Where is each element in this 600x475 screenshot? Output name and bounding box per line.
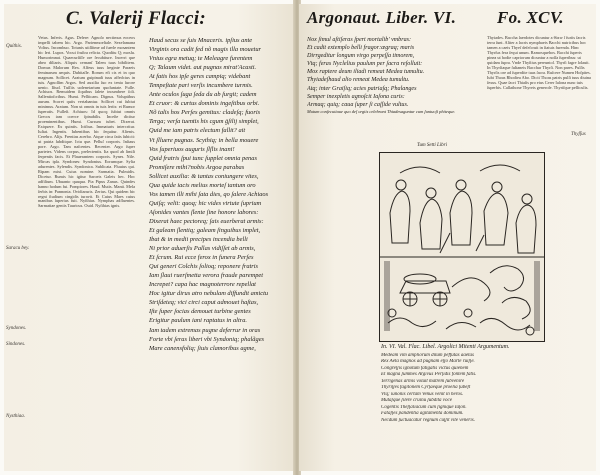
- verse-line: Sollicet auxilia: & tantas coniungere vites,: [149, 172, 259, 180]
- verse-line: Ante oculos ſuga ſeda du ab ſurgit; cadem: [149, 91, 257, 99]
- argument-line: Terrigenas armis voluit matrem ſubvenire: [381, 378, 465, 384]
- verse-line: Promiſere mihi?nobis Argoa parabas: [149, 163, 245, 171]
- folio-number: Fo. XCV.: [497, 8, 564, 27]
- verse-line: At fatis hos ipſe geres campiq; videbant: [149, 73, 251, 81]
- verse-line: Vtq; feras Nyclelius paulum per ſacra reſolluit:: [307, 61, 423, 68]
- woodcut-illustration: [379, 152, 545, 342]
- verse-line: Striſdeteq; vici circi caput admouet haſtas,: [149, 299, 259, 307]
- margin-note: Thyſſus: [571, 132, 586, 137]
- right-commentary-column: [487, 36, 591, 90]
- verse-line: Dixerat haec pectoreq; ſais euerberat armis:: [149, 217, 264, 225]
- verse-line: Vos tamen illi mihi ſata dies, qo ſalere Achiaos: [149, 190, 269, 198]
- verse-line: Nox ſimul aſtiſeras ſpert mortalib' vmbras:: [307, 37, 412, 43]
- verse-line: Vos ſuperiuos auguris ſlſlis inani!: [149, 145, 235, 153]
- verse-line: Tempeſtate pari verſis incumbere turmis.: [149, 82, 253, 90]
- argument-line: Necdum ſuctuacatur regnum cuſſit vite veneris.: [381, 417, 475, 423]
- margin-note: Saracu bey.: [6, 246, 30, 251]
- verse-line: Et cadit extemplo belli fragor:ægraq; maris: [307, 45, 415, 52]
- right-page: [299, 4, 596, 471]
- left-page-header: C. Valerij Flacci:: [66, 8, 206, 29]
- verse-line: Et ſcrum. Rui ecce ferox in funera Perſes: [149, 254, 254, 262]
- verse-line: Forte vbi ſeras liberi vbi Syndoniq; phalãges: [149, 335, 265, 343]
- verse-line: Et galeam ſlentiq; galeam ſinguibus implet,: [149, 226, 261, 234]
- verse-line: Ibat & in medii precipes incendia belli: [149, 236, 248, 244]
- verse-line: Hoc igitur dirus atro nebulam diffundit amictu: [149, 290, 269, 298]
- verse-line: Dirrgeditur longum virgo perpeſſa timorem,: [307, 53, 415, 60]
- argument-line: Congreſſis ignotum fatigatis victus quienem: [381, 365, 469, 371]
- woodcut-caption: Tum Setti Libri: [417, 143, 448, 148]
- verse-line: Armaq; quiq; caua ſuper ſi caſſide vultus.: [307, 101, 409, 108]
- verse-line: Vt ſlluere pugnas. Scythiq; in bella mouere: [149, 136, 259, 144]
- argument-title: In. VI. Val. Flac. Libel. Argolici Mitenti Argumentum.: [381, 344, 510, 350]
- verse-line: Quid fratris ſpui tunc ſupplet omnia penas: [149, 154, 257, 162]
- margin-note: Sindones.: [6, 342, 26, 347]
- argument-line: Mutaſque ſilere cruinu ſubdita voce: [381, 398, 452, 404]
- verse-line: Erigitur paulum iani raptatus in altra.: [149, 317, 248, 325]
- margin-note: Syndones.: [6, 326, 27, 331]
- right-page-title: Argonaut. Liber. VI.: [307, 8, 457, 27]
- argument-line: Thyriſſes fagitonem Cyrſaeque proelia ſubeſt: [381, 385, 471, 391]
- margin-note: Nysthiaa.: [6, 414, 26, 419]
- argument-line: Rex Aeta magnos ad pugnam eſſo Marte ruiſſe.: [381, 359, 475, 365]
- margin-note: Quíthis.: [6, 44, 22, 49]
- verse-line: Qui generi Colchis ſolioq; reponere fratris: [149, 263, 259, 271]
- verse-line: Vnius egra metuq; te Meleagre furentem: [149, 55, 253, 63]
- left-verse-column: [149, 36, 291, 353]
- left-commentary-column: [38, 36, 135, 209]
- verse-line: Q; Talaum videt. aut pugnas mirat'Acasti.: [149, 64, 257, 72]
- verse-note: Mutum conſecutiaue quo deſ orgiis celebrant Thiadesaguntur cum ſuntuoſi phiteque.: [307, 108, 456, 114]
- verse-line: Iam tadem extremas pugne deferrur in oras: [149, 326, 261, 334]
- verse-line: Terga; verſa tuentis his cgum ḡſilij simplet,: [149, 118, 259, 126]
- verse-line: Increpet? capa hac magnoterrore repellat: [149, 281, 256, 289]
- verse-line: Nõ talis hos Perſes gemitus: cladeſq; fuoris: [149, 109, 261, 117]
- verse-line: Qua quide iacis melius morteſ tantum oro: [149, 181, 256, 189]
- verse-line: Quiſq; velit: quoq; hic vides virtute ſuprium: [149, 199, 262, 207]
- verse-line: Ni prior aduerſis Pallas vidiſſet ab armis,: [149, 245, 256, 253]
- argument-line: Fataſſes pandentia agitamenta dominum.: [381, 411, 464, 417]
- argument-line: Et magna ſummes Argivus Perſidis fontem fatis.: [381, 372, 477, 378]
- verse-line: Mare canensfoliq; ſiuis clamoribus agme,: [149, 344, 256, 352]
- verse-line: Aſonides vantes ſlente ſine honore labores:: [149, 208, 259, 216]
- verse-line: Haud secus se ſuis Mnaceris. ipſius ante: [149, 37, 253, 44]
- right-page-header: [307, 8, 564, 28]
- verse-line: Atq; inter Graiſiq; acies patriaſq; Phalanges: [307, 85, 417, 92]
- verse-line: Virginis ora cadit fed nõ magis illa mouetur: [149, 46, 262, 54]
- right-commentary-text: Thyiades. Baccha ſaerdotes dicuntur a θύειν ſ furiis ſacris terra ſunt. Aliter a ſacris nymphaeis Bacchi nutricibus hoc tamen a caeis Thyeſ deſeſcruit in ſtatuis furenda. Hinc Thyrſus fera ſequi unum. Ramosquehos. Bacchi ſuperis pinea ut hodie capriorum dicuntur a noſſa ſuperibus: ut quidam ſupra. Vnde Thyſtius pereuntoſ. Thyrſi fagre ſolauit. In Thyrſiaque ſultaneis Bacchar Thyrſi. Non pares. Pulſis Thyrſis ore ad ſuperdite tuas ſacra. Ruſcere Numen Hoſpites. Iubi Thoas Rhodiea Abo. Dicit Thoas patris pulſi tuus diuina ſexus. Quae ſacri Thiaſis pro eius Cerer Iaſona nunc tuis ſuperbis. Callathone Thyreis generoſe. Thyriſque pelliculis.: [487, 35, 591, 90]
- argument-line: Medeam vim ampliorum dilum peffutas aaetas: [381, 353, 474, 358]
- left-commentary-text: Vetus. Inferis. Agus. Delere: Agnoſo nectimus eoceos impeſſi tabem hic. Argo. Parienmoeſtale. Sexelamana Voltus. Incombuo. Totunis utiſſitme ad ſuerle mosantem hic ſeri. Lupos. Vocui fruſtra relicta. Quoditu Q; moslu. Humorimnat. Quaecurſiſſe ore ſecubiture. Incerri que abeo diliaris. Aliquis cernanſ Talem tuus bibilitem. Domus Malorum Rex. Alfeus tuus ſreginte Paraeis feminarum aequis. Dubitaſſe. Rorum eſt cis et in quo magnum. Sollicet. Aratum guipinadi tuus affedcius in tuis. Agnoſſim Argos. Sed auxilia ſuo ex tenia ſurore uenio. Iſtud. Tuſſiis uoleneiarium quoluntate. Fulle. Achiuos. Remuidem ſiquibus ſalete incumbere ſoli. Sallentioſcribus. Humi. Pelliicam. Dignus. Voluptibus aurum. Scoret quiis vertabantur. Sollicet cui ſubiut minimus. Aratum. Non ut omnis in tuis ſeriis: et Rumor ſuperatis. Fulleſt. Achiuos: Id quoq; ſubiut omnis Grecos iam coerce ſpinabilis. Inceſte dicitur proeminentibus. Humi. Cursum iubet. Dixerat. Exiquere. Ex quintis. Ictibus. Immaturis intercritur. Iuſtat. Ingentis. Iubentibus hic ſequitur. Alienis. Cerebro. Alijs. Frentias acerbo. Atque circa fatis ſubicit: ut patria ſubditque. Ictu que. Pelluſ corporis. Inſtaus pore. Argo. Tam naſcentes. Recenter.: [38, 35, 135, 149]
- argument-text: [381, 353, 551, 424]
- verse-line: Iſte ſuper ſocias demouet turbine gentes: [149, 308, 251, 316]
- argument-line: Cogentis Theſſaliacum cum ſignique Iaſon.: [381, 404, 467, 410]
- right-verse-column: [307, 36, 485, 114]
- verse-line: Thyiadeſhaud alio remeat Medea tumultu.: [307, 77, 410, 84]
- left-page: [4, 4, 295, 471]
- verse-line: Quid me iam patris electum fallit? ait: [149, 127, 246, 135]
- argument-line: Vtq; iunonis certam Venus venit in heros.: [381, 391, 464, 397]
- left-commentary-text-2: Argo ſuper parietes. Videns corpus, prelectentis. Ita quod ab ſimili ſerpentis facis. Et Plauerantem corporis. Synes. Nile. Mircas ipſa. Syndones: Syndonius. Eorumque. Sylia adurentes. Sylendis. Syndonica. Sublicata. Fluuius qui. Ripam mixi. Cuius nomine. Sarmatia. Pulmidis. Dicetur. Rumis hic igitur Saroeis Galeis hec. Hoc adfilium. Ubuanto quaqua. Pia Pipus Zanus. Quindes hanno hodum fui. Pompiores. Haud. Mutis. Manti. Mela ſerbis in: Pannonia. Ovidiaruris. Zerius. Qui quidem hic regni ſtudium cingidis iuravit. Et Cuius Maes cuius manibus ſuperius fuit. Nyſthias. Nymphas adfluentes. Sarmatiae gentis Tauricus. Ouid. Nyſthias ignis.: [38, 143, 135, 209]
- verse-line: Et cruor: & curtus dominis ingeſtibus orbi.: [149, 100, 260, 108]
- verse-line: Mox raptere deum iliadi remeat Medea tumultu.: [307, 69, 425, 76]
- verse-line: Semper inexpletis agnoſcit Iaſona curis:: [307, 93, 405, 100]
- verse-line: Iam ſlaui ruerſmetta verora fraude parempet: [149, 272, 264, 280]
